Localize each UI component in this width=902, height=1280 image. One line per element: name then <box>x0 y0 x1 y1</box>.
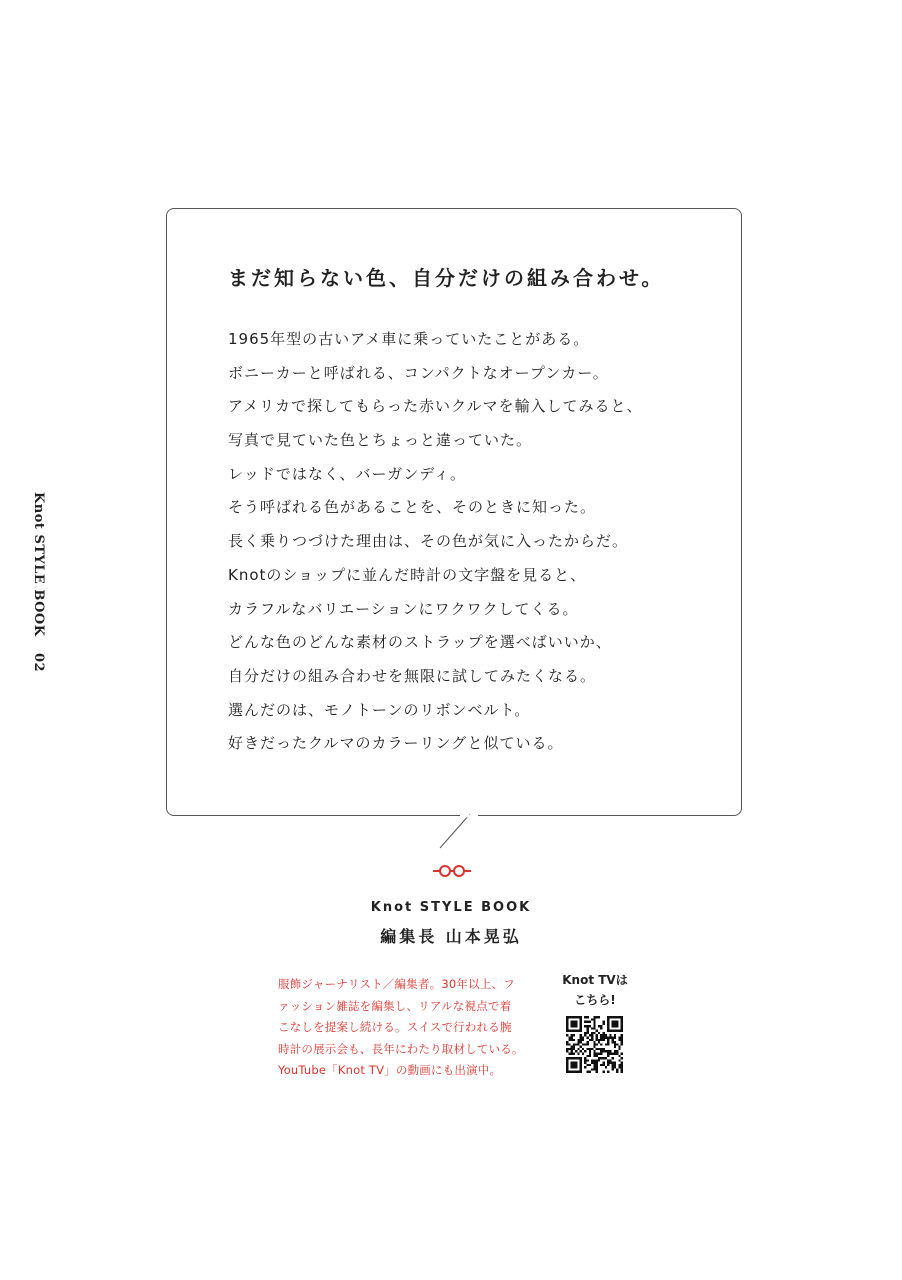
body-line: アメリカで探してもらった赤いクルマを輸入してみると、 <box>228 397 643 416</box>
bio-line: 服飾ジャーナリスト／編集者。30年以上、フ <box>278 977 515 991</box>
body-text <box>228 326 708 764</box>
body-line: Knotのショップに並んだ時計の文字盤を見ると、 <box>228 565 587 584</box>
body-line: 長く乗りつづけた理由は、その色が気に入ったからだ。 <box>228 532 629 551</box>
body-line: どんな色のどんな素材のストラップを選べばいいか、 <box>228 633 612 652</box>
editor-name: 編集長 山本晃弘 <box>380 927 522 946</box>
speech-bubble-tail <box>430 812 480 852</box>
body-line: 好きだったクルマのカラーリングと似ている。 <box>228 734 564 753</box>
editor-bio <box>278 974 550 1082</box>
glasses-icon <box>432 862 472 880</box>
brand-name: Knot STYLE BOOK <box>370 900 532 915</box>
body-line: 自分だけの組み合わせを無限に試してみたくなる。 <box>228 666 597 685</box>
bio-line: こなしを提案し続ける。スイスで行われる腕 <box>278 1020 512 1034</box>
page-number: 02 <box>31 652 46 672</box>
body-line: 1965年型の古いアメ車に乗っていたことがある。 <box>228 330 590 348</box>
body-line: レッドではなく、バーガンディ。 <box>228 464 467 483</box>
side-running-title <box>20 492 46 682</box>
bio-line: ァッション雑誌を編集し、リアルな視点で着 <box>278 998 512 1013</box>
body-line: 写真で見ていた色とちょっと違っていた。 <box>228 431 533 450</box>
headline: まだ知らない色、自分だけの組み合わせ。 <box>228 266 665 290</box>
body-line: カラフルなバリエーションにワクワクしてくる。 <box>228 599 579 618</box>
qr-caption-line: こちら! <box>574 993 616 1007</box>
qr-caption-line: Knot TVは <box>562 973 628 987</box>
qr-code[interactable] <box>566 1016 623 1073</box>
bio-line: YouTube「Knot TV」の動画にも出演中。 <box>278 1063 502 1077</box>
body-line: ボニーカーと呼ばれる、コンパクトなオープンカー。 <box>228 363 609 382</box>
body-line: 選んだのは、モノトーンのリボンベルト。 <box>228 700 531 719</box>
bio-line: 時計の展示会も、長年にわたり取材している。 <box>278 1041 524 1056</box>
body-line: そう呼ばれる色があることを、そのときに知った。 <box>228 498 597 517</box>
qr-caption <box>550 970 640 1010</box>
side-title: Knot STYLE BOOK <box>31 492 46 637</box>
